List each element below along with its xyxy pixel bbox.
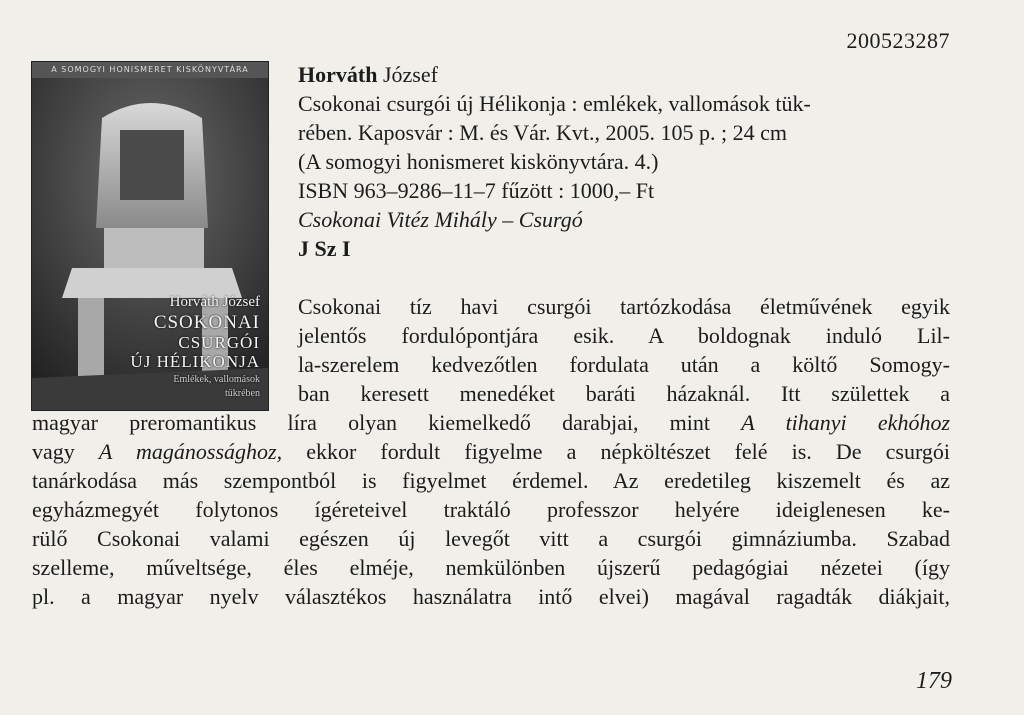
author-surname: Horváth xyxy=(298,62,378,87)
entry-author xyxy=(298,60,948,89)
abstract-line: jelentős fordulópontjára esik. A boldognak induló Lil- xyxy=(298,323,950,348)
poem-title: A magánossághoz, xyxy=(98,439,283,464)
abstract-text xyxy=(32,292,950,611)
entry-title-line: Csokonai csurgói új Hélikonja : emlékek, vallomások tük- xyxy=(298,91,811,116)
abstract-line: szelleme, műveltsége, éles elméje, nemkülönben újszerű pedagógiai nézetei (így xyxy=(32,555,950,580)
entry-classification: J Sz I xyxy=(298,236,351,261)
entry-subject: Csokonai Vitéz Mihály – Csurgó xyxy=(298,207,583,232)
author-given-name: József xyxy=(382,62,438,87)
abstract-text-segment: ekkor fordult figyelme a népköltészet felé is. De csurgói xyxy=(306,439,951,464)
abstract-text-segment: vagy xyxy=(32,439,75,464)
abstract-text-segment: magyar preromantikus líra olyan kiemelkedő darabjai, mint xyxy=(32,410,711,435)
entry-title-line: rében. Kaposvár : M. és Vár. Kvt., 2005. 105 p. ; 24 cm xyxy=(298,120,788,145)
page-number: 179 xyxy=(916,668,952,694)
poem-title: A tihanyi ekhóhoz xyxy=(741,410,951,435)
cover-title-line: CSURGÓI xyxy=(178,333,260,352)
cover-subtitle-line: Emlékek, vallomások xyxy=(173,374,260,385)
cover-title-line: CSOKONAI xyxy=(153,312,260,333)
record-id: 200523287 xyxy=(846,28,950,53)
entry-series: (A somogyi honismeret kiskönyvtára. 4.) xyxy=(298,149,659,174)
entry-isbn: ISBN 963–9286–11–7 fűzött : 1000,– Ft xyxy=(298,178,655,203)
abstract-line: la-szerelem kedvezőtlen fordulata után a költő Somogy- xyxy=(298,352,950,377)
abstract-line: rülő Csokonai valami egészen új levegőt vitt a csurgói gimnáziumba. Szabad xyxy=(32,526,950,551)
abstract-line: tanárkodása más szempontból is figyelmet érdemel. Az eredetileg kiszemelt és az xyxy=(32,468,950,493)
cover-title-line: ÚJ HÉLIKONJA xyxy=(130,352,260,371)
abstract-line: egyházmegyét folytonos ígéreteivel traktáló professzor helyére ideiglenesen ke- xyxy=(32,497,950,522)
abstract-line: pl. a magyar nyelv választékos használatra intő elvei) magával ragadták diákjait, xyxy=(32,584,950,609)
abstract-line xyxy=(32,437,950,466)
abstract-line: Csokonai tíz havi csurgói tartózkodása életművének egyik xyxy=(298,294,950,319)
cover-author: Horváth József xyxy=(169,294,260,310)
bibliographic-entry xyxy=(298,60,948,263)
cover-subtitle-line: tükrében xyxy=(225,388,260,399)
abstract-line xyxy=(32,408,950,437)
abstract-line: ban keresett menedéket baráti házaknál. Itt születtek a xyxy=(298,381,950,406)
cover-series-band: A SOMOGYI HONISMERET KISKÖNYVTÁRA xyxy=(32,62,268,78)
